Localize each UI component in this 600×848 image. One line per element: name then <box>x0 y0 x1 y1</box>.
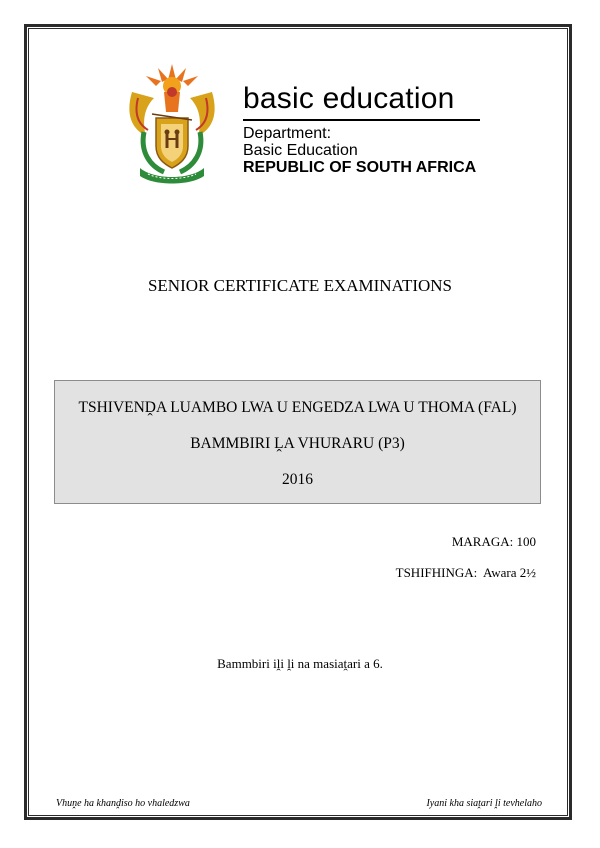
time-label: TSHIFHINGA: Awara 2½ <box>395 565 536 580</box>
footer-right-note: Iyani kha siaṱari ḽi tevhelaho <box>426 798 542 809</box>
pages-note: Bammbiri iḽi ḽi na masiaṱari a 6. <box>217 656 383 671</box>
brand-underline <box>243 119 480 121</box>
marks-label: MARAGA: 100 <box>451 534 536 549</box>
subject-language: TSHIVENḒA LUAMBO LWA U ENGEDZA LWA U THOMA (FAL) <box>78 399 517 416</box>
coat-of-arms-icon <box>124 62 220 186</box>
brand-title: basic education <box>243 82 455 115</box>
exam-heading: SENIOR CERTIFICATE EXAMINATIONS <box>147 276 453 295</box>
republic-label: REPUBLIC OF SOUTH AFRICA <box>243 159 477 176</box>
subject-paper: BAMMBIRI ḼA VHURARU (P3) <box>190 435 405 452</box>
subject-box <box>54 380 541 504</box>
department-label: Department: <box>243 125 332 142</box>
footer-left-note: Vhuṋe ha khanḓiso ho vhaledzwa <box>56 798 190 809</box>
subject-year: 2016 <box>282 471 313 488</box>
department-name: Basic Education <box>243 142 358 159</box>
